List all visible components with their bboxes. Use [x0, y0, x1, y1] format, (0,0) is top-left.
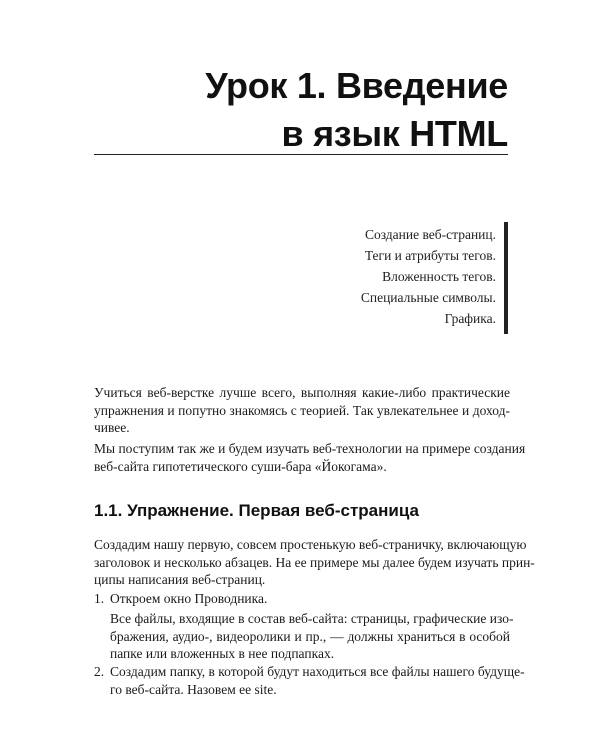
intro-paragraph [94, 440, 526, 475]
text-line: веб-сайта гипотетического суши-бара «Йокогама». [94, 458, 387, 474]
contents-item: Вложенность тегов. [382, 269, 496, 284]
contents-item: Теги и атрибуты тегов. [364, 248, 496, 263]
text-line: упражнения и попутно знакомясь с теорией. Так увлекательнее и доход- [94, 402, 510, 418]
step-text [110, 590, 510, 608]
step-number: 1. [94, 591, 105, 606]
contents-side-bar [504, 222, 508, 334]
text-line: папке или вложенных в нее подпапках. [110, 646, 335, 661]
chapter-title-line: Урок 1. Введение [205, 65, 508, 106]
contents-item: Графика. [444, 311, 496, 326]
text-line: Создадим папку, в которой будут находиться все файлы нашего будуще- [110, 664, 525, 679]
text-line: Учиться веб-верстке лучше всего, выполняя какие-либо практические [94, 385, 510, 400]
step-note [110, 610, 514, 663]
contents-item: Создание веб-страниц. [364, 227, 496, 242]
text-line: Мы поступим так же и будем изучать веб-технологии на примере создания [94, 441, 526, 456]
step-text [110, 663, 525, 698]
step-number: 2. [94, 664, 105, 679]
text-line: го веб-сайта. Назовем ее site. [110, 681, 277, 697]
section-paragraph [94, 536, 535, 589]
title-divider [94, 154, 508, 155]
text-line: Все файлы, входящие в состав веб-сайта: страницы, графические изо- [110, 611, 514, 626]
chapter-contents [361, 224, 496, 329]
chapter-title-line: в язык HTML [281, 113, 508, 154]
text-line: ципы написания веб-страниц. [94, 572, 266, 587]
text-line: чивее. [94, 420, 130, 435]
section-heading: 1.1. Упражнение. Первая веб-страница [94, 501, 419, 520]
text-line: заголовок и несколько абзацев. На ее примере мы далее будем изучать прин- [94, 554, 535, 570]
contents-item: Специальные символы. [360, 290, 496, 305]
chapter-title [205, 62, 508, 158]
intro-paragraph [94, 384, 510, 437]
text-line: бражения, аудио-, видеоролики и пр., — должны храниться в особой [110, 628, 510, 644]
text-line: Откроем окно Проводника. [110, 591, 268, 606]
text-line: Создадим нашу первую, совсем простенькую веб-страничку, включающую [94, 537, 527, 552]
